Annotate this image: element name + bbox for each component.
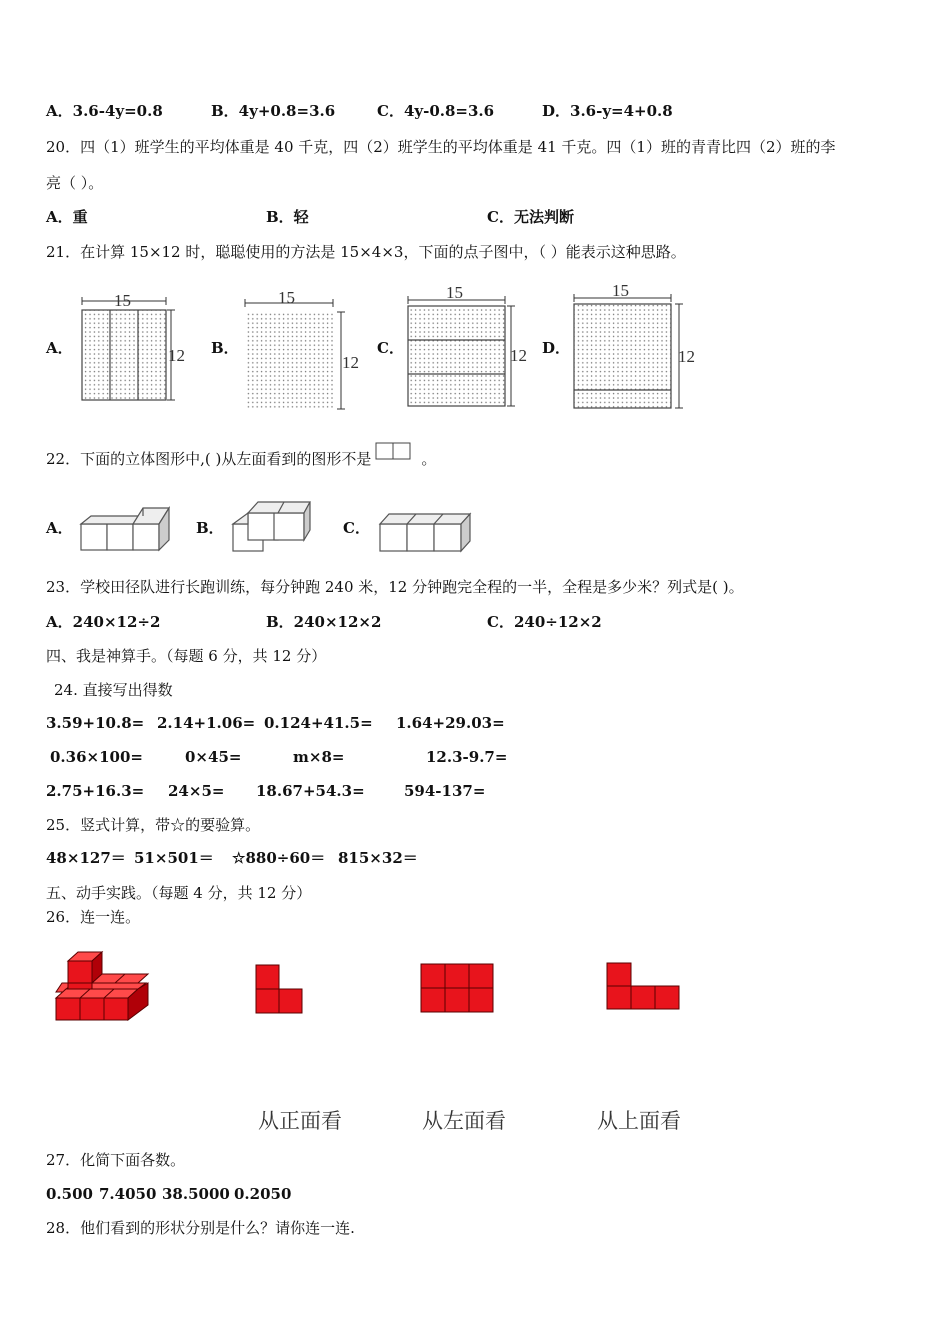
q24-item: 18.67+54.3= — [256, 782, 365, 800]
q26-title: 26．连一连。 — [46, 908, 141, 926]
q24-item: 1.64+29.03= — [396, 714, 505, 732]
q21-label-c[interactable]: C． — [377, 339, 404, 357]
q26-solid-figure — [56, 952, 148, 1020]
q19-option-c[interactable]: C．4y-0.8=3.6 — [377, 102, 495, 120]
q24-item: 2.75+16.3= — [46, 782, 145, 800]
q24-item: 0.36×100= — [50, 748, 143, 766]
q26-view-front-shape[interactable] — [256, 965, 302, 1013]
q24-item: 24×5= — [168, 782, 225, 800]
q21-d-width-label: 15 — [612, 281, 629, 300]
q24-item: m×8= — [293, 748, 345, 766]
q24-title: 24. 直接写出得数 — [54, 681, 173, 699]
q24-item: 594-137= — [404, 782, 486, 800]
q26-view-left-shape[interactable] — [421, 964, 493, 1012]
q21-a-height-label: 12 — [168, 346, 185, 365]
q22-label-a[interactable]: A． — [46, 519, 73, 537]
section4-heading: 四、我是神算手。（每题 6 分，共 12 分） — [46, 647, 327, 665]
q25-title: 25．竖式计算，带☆的要验算。 — [46, 816, 261, 834]
q21-label-d[interactable]: D． — [542, 339, 571, 357]
q22-label-c[interactable]: C． — [343, 519, 370, 537]
q26-view-top-shape[interactable] — [607, 963, 679, 1009]
q23-question: 23．学校田径队进行长跑训练，每分钟跑 240 米，12 分钟跑完全程的一半，全程是多少米？列式是( )。 — [46, 578, 744, 596]
q21-label-b[interactable]: B． — [211, 339, 239, 357]
q19-option-b[interactable]: B．4y+0.8=3.6 — [211, 102, 336, 120]
q23-option-a[interactable]: A．240×12÷2 — [46, 613, 161, 631]
q20-option-a[interactable]: A．重 — [46, 208, 88, 226]
q21-d-height-label: 12 — [678, 347, 695, 366]
q22-label-b[interactable]: B． — [196, 519, 224, 537]
q25-item: ☆880÷60＝ — [232, 849, 326, 867]
q24-item: 2.14+1.06= — [157, 714, 256, 732]
q21-question: 21．在计算 15×12 时，聪聪使用的方法是 15×4×3，下面的点子图中，（ ）能表示这种思路。 — [46, 243, 686, 261]
q19-option-d[interactable]: D．3.6-y=4+0.8 — [542, 102, 673, 120]
q26-caption-front: 从正面看 — [258, 1109, 342, 1133]
q26-caption-top: 从上面看 — [597, 1109, 681, 1133]
q20-option-b[interactable]: B．轻 — [266, 208, 309, 226]
q21-c-height-label: 12 — [510, 346, 527, 365]
q25-item: 815×32＝ — [338, 849, 418, 867]
q20-question-line1: 20．四（1）班学生的平均体重是 40 千克，四（2）班学生的平均体重是 41 千克。四（1）班的青青比四（2）班的李 — [46, 138, 836, 156]
q28-title: 28．他们看到的形状分别是什么？请你连一连. — [46, 1219, 355, 1237]
q21-label-a[interactable]: A． — [46, 339, 73, 357]
q22-question-end: 。 — [421, 450, 437, 468]
q27-item: 7.4050 — [99, 1185, 157, 1203]
q19-option-a[interactable]: A．3.6-4y=0.8 — [46, 102, 163, 120]
q21-b-height-label: 12 — [342, 353, 359, 372]
q20-option-c[interactable]: C．无法判断 — [487, 208, 574, 226]
q24-item: 12.3-9.7= — [426, 748, 508, 766]
q24-item: 3.59+10.8= — [46, 714, 145, 732]
q27-title: 27．化简下面各数。 — [46, 1151, 186, 1169]
q24-item: 0.124+41.5= — [264, 714, 373, 732]
q25-item: 48×127＝ — [46, 849, 126, 867]
q23-option-b[interactable]: B．240×12×2 — [266, 613, 382, 631]
q21-b-width-label: 15 — [278, 288, 295, 307]
q27-item: 0.500 — [46, 1185, 93, 1203]
q27-item: 0.2050 — [234, 1185, 292, 1203]
q27-item: 38.5000 — [162, 1185, 230, 1203]
q21-c-width-label: 15 — [446, 283, 463, 302]
q24-item: 0×45= — [185, 748, 242, 766]
q23-option-c[interactable]: C．240÷12×2 — [487, 613, 602, 631]
q26-caption-left: 从左面看 — [422, 1109, 506, 1133]
q22-question-text: 22．下面的立体图形中,( )从左面看到的图形不是 — [46, 450, 372, 468]
q21-a-width-label: 15 — [114, 291, 131, 310]
section5-heading: 五、动手实践。（每题 4 分，共 12 分） — [46, 884, 312, 902]
q20-question-line2: 亮（ ）。 — [46, 174, 104, 192]
q25-item: 51×501＝ — [134, 849, 214, 867]
